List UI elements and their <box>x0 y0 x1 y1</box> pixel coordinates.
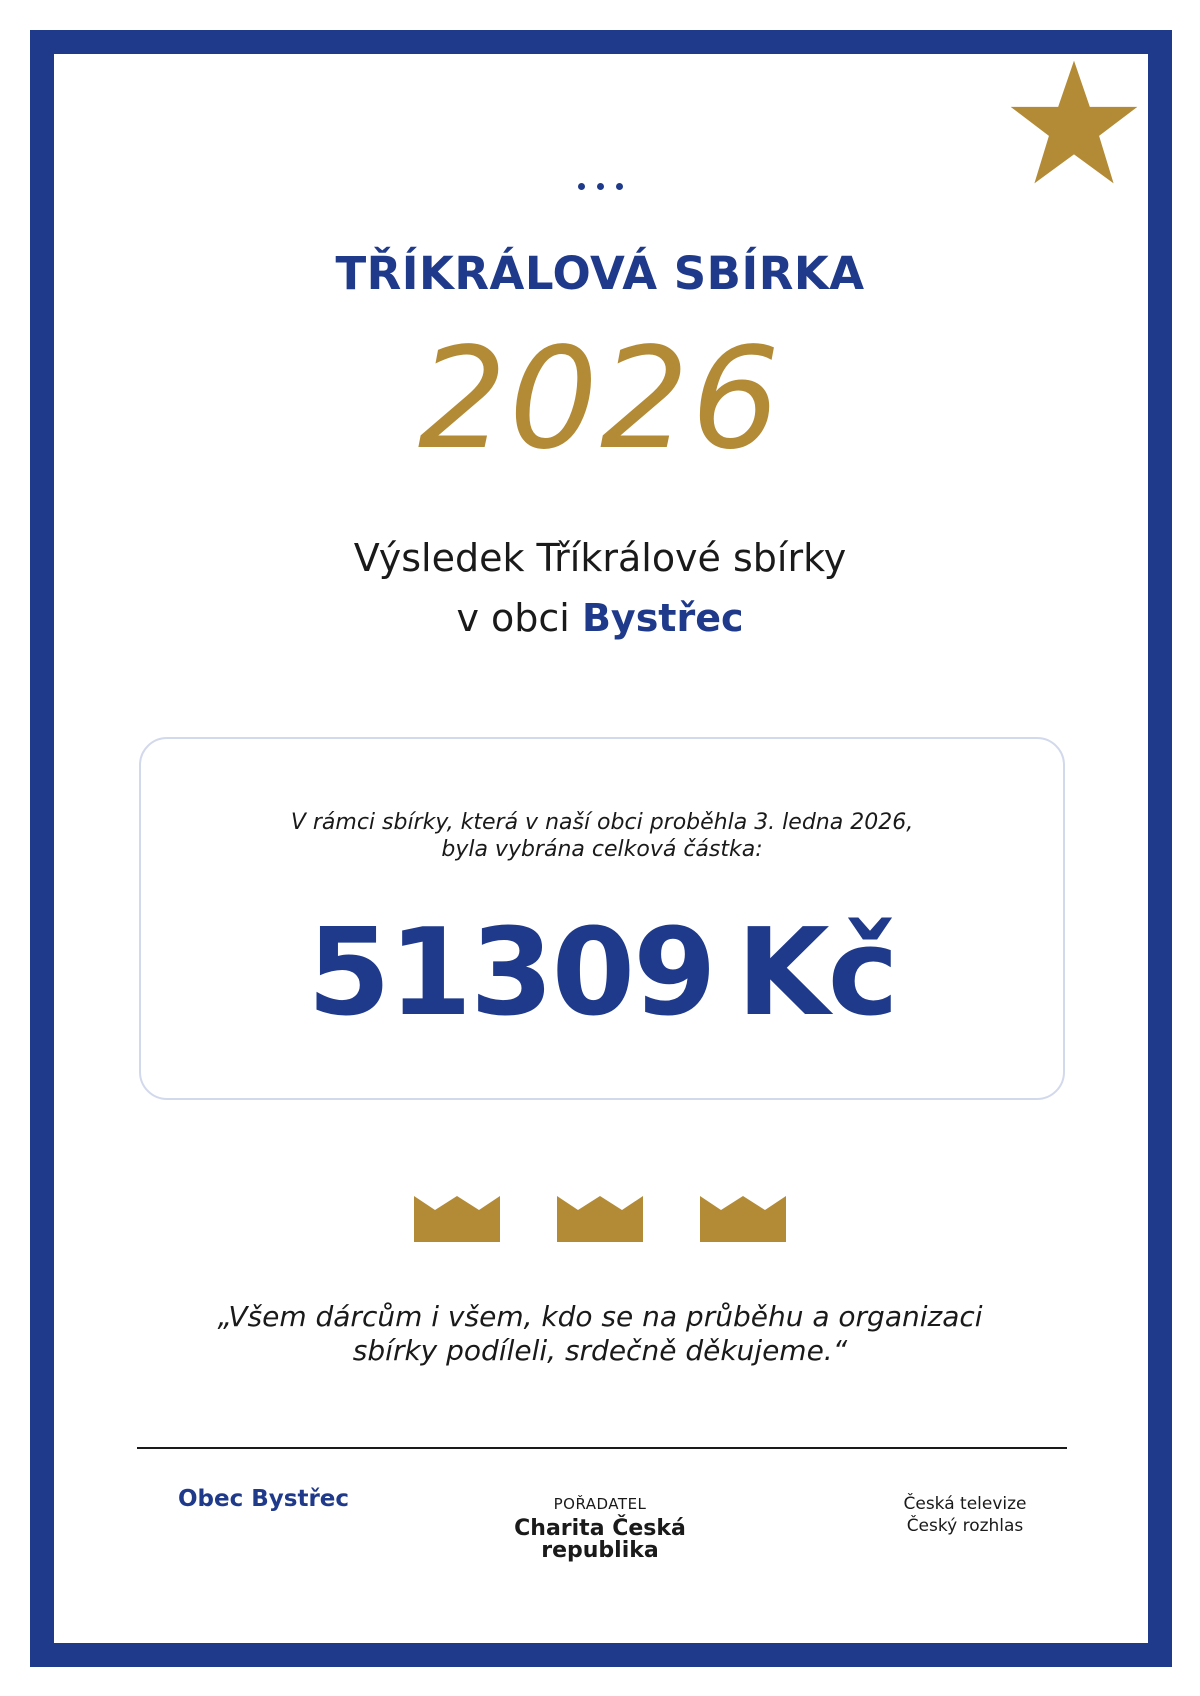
partner-line2: Český rozhlas <box>906 1516 1024 1536</box>
decorative-dots <box>0 183 1200 190</box>
organizer-label: POŘADATEL <box>553 1495 647 1513</box>
crown-icon <box>557 1196 643 1242</box>
subtitle-line1: Výsledek Tříkrálové sbírky <box>353 536 847 580</box>
organizer-name-line1: Charita Česká <box>514 1516 686 1541</box>
result-intro <box>141 809 1063 863</box>
thank-you-quote <box>0 1300 1200 1368</box>
quote-line1: „Všem dárcům i všem, kdo se na průběhu a organizaci <box>217 1300 983 1333</box>
page-title: TŘÍKRÁLOVÁ SBÍRKA <box>335 247 865 300</box>
result-intro-line2: byla vybrána celková částka: <box>441 837 763 862</box>
dot <box>578 183 585 190</box>
subtitle-line2 <box>0 588 1200 648</box>
subtitle-prefix: v obci <box>456 596 570 640</box>
crown-icon <box>414 1196 500 1242</box>
organizer-name-line2: republika <box>541 1538 659 1563</box>
crown-icon <box>700 1196 786 1242</box>
organizer-name <box>450 1518 750 1562</box>
amount-currency: Kč <box>736 904 897 1043</box>
result-intro-line1: V rámci sbírky, která v naší obci proběhla 3. ledna 2026, <box>290 810 914 835</box>
star-icon <box>1006 58 1142 190</box>
dot <box>597 183 604 190</box>
amount-value: 51309 <box>307 904 715 1043</box>
quote-line2: sbírky podíleli, srdečně děkujeme.“ <box>352 1334 848 1367</box>
dot <box>616 183 623 190</box>
footer-partners <box>860 1493 1070 1537</box>
subtitle <box>0 528 1200 648</box>
crowns-row <box>0 1196 1200 1242</box>
total-amount <box>141 904 1063 1043</box>
footer-divider <box>137 1447 1067 1449</box>
partner-line1: Česká televize <box>903 1494 1027 1514</box>
footer-organizer <box>450 1493 750 1562</box>
town-name: Bystřec <box>581 596 744 640</box>
year: 2026 <box>417 318 783 481</box>
result-box <box>139 737 1065 1100</box>
footer-municipality: Obec Bystřec <box>178 1486 350 1512</box>
